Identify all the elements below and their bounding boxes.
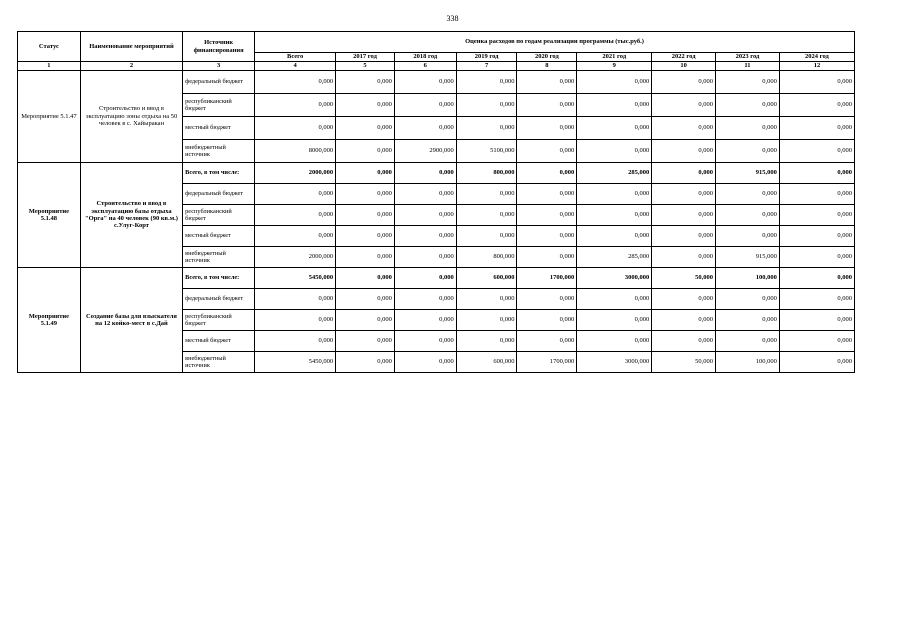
value-cell: 0,000 <box>779 163 854 184</box>
value-cell: 0,000 <box>456 184 517 205</box>
value-cell: 0,000 <box>716 289 780 310</box>
value-cell: 0,000 <box>517 289 577 310</box>
value-cell: 0,000 <box>779 289 854 310</box>
value-cell: 0,000 <box>336 268 395 289</box>
value-cell: 0,000 <box>716 226 780 247</box>
value-cell: 0,000 <box>336 289 395 310</box>
value-cell: 0,000 <box>652 94 716 117</box>
header-col: 2018 год <box>394 53 456 62</box>
value-cell: 0,000 <box>336 163 395 184</box>
value-cell: 5100,000 <box>456 140 517 163</box>
funding-source-cell: республиканский бюджет <box>183 94 255 117</box>
header-col-number: 10 <box>652 62 716 71</box>
value-cell: 0,000 <box>517 310 577 331</box>
value-cell: 0,000 <box>517 140 577 163</box>
activity-name-cell: Создание базы для взыскателя на 12 койко-мест в с.Дай <box>80 268 182 373</box>
value-cell: 0,000 <box>517 94 577 117</box>
value-cell: 0,000 <box>336 184 395 205</box>
header-col: 2023 год <box>716 53 780 62</box>
value-cell: 0,000 <box>577 71 652 94</box>
activity-name-cell: Строительство и ввод в эксплуатацию базы отдыха "Орга" на 40 человек (90 кв.м.) с.Улуг-Корт <box>80 163 182 268</box>
value-cell: 0,000 <box>517 247 577 268</box>
value-cell: 50,000 <box>652 268 716 289</box>
funding-source-cell: внебюджетный источник <box>183 352 255 373</box>
value-cell: 0,000 <box>652 226 716 247</box>
header-col: 2020 год <box>517 53 577 62</box>
table-row <box>18 163 855 184</box>
header-col-number: 1 <box>18 62 81 71</box>
table-row <box>18 71 855 94</box>
value-cell: 3000,000 <box>577 352 652 373</box>
header-status: Статус <box>18 32 81 62</box>
header-col-number: 12 <box>779 62 854 71</box>
value-cell: 0,000 <box>517 184 577 205</box>
header-col: 2017 год <box>336 53 395 62</box>
value-cell: 0,000 <box>577 331 652 352</box>
value-cell: 0,000 <box>255 289 336 310</box>
funding-source-cell: Всего, в том числе: <box>183 163 255 184</box>
value-cell: 0,000 <box>394 205 456 226</box>
value-cell: 0,000 <box>652 163 716 184</box>
value-cell: 0,000 <box>394 247 456 268</box>
value-cell: 0,000 <box>517 71 577 94</box>
header-col-number: 5 <box>336 62 395 71</box>
value-cell: 0,000 <box>394 352 456 373</box>
activity-name-cell: Строительство и ввод в эксплуатацию зоны отдыха на 50 человек в с. Хайыракан <box>80 71 182 163</box>
header-col-number: 2 <box>80 62 182 71</box>
value-cell: 100,000 <box>716 268 780 289</box>
status-cell: Мероприятие 5.1.49 <box>18 268 81 373</box>
funding-source-cell: местный бюджет <box>183 226 255 247</box>
value-cell: 0,000 <box>577 205 652 226</box>
value-cell: 0,000 <box>577 184 652 205</box>
funding-source-cell: внебюджетный источник <box>183 140 255 163</box>
value-cell: 2900,000 <box>394 140 456 163</box>
header-col-number: 4 <box>255 62 336 71</box>
value-cell: 0,000 <box>394 94 456 117</box>
value-cell: 2000,000 <box>255 163 336 184</box>
value-cell: 0,000 <box>716 140 780 163</box>
value-cell: 100,000 <box>716 352 780 373</box>
value-cell: 5450,000 <box>255 352 336 373</box>
value-cell: 0,000 <box>779 226 854 247</box>
value-cell: 0,000 <box>394 268 456 289</box>
funding-source-cell: республиканский бюджет <box>183 205 255 226</box>
value-cell: 285,000 <box>577 163 652 184</box>
value-cell: 915,000 <box>716 247 780 268</box>
value-cell: 0,000 <box>255 117 336 140</box>
status-cell: Мероприятие 5.1.48 <box>18 163 81 268</box>
header-estimate: Оценка расходов по годам реализации программы (тыс.руб.) <box>255 32 855 53</box>
status-cell: Мероприятие 5.1.47 <box>18 71 81 163</box>
value-cell: 0,000 <box>255 71 336 94</box>
funding-source-cell: республиканский бюджет <box>183 310 255 331</box>
value-cell: 0,000 <box>652 289 716 310</box>
value-cell: 0,000 <box>456 310 517 331</box>
value-cell: 50,000 <box>652 352 716 373</box>
value-cell: 0,000 <box>255 94 336 117</box>
value-cell: 0,000 <box>652 205 716 226</box>
header-col-number: 3 <box>183 62 255 71</box>
value-cell: 0,000 <box>779 94 854 117</box>
value-cell: 0,000 <box>716 71 780 94</box>
value-cell: 0,000 <box>517 226 577 247</box>
header-col: 2024 год <box>779 53 854 62</box>
value-cell: 0,000 <box>779 184 854 205</box>
header-col: Всего <box>255 53 336 62</box>
value-cell: 285,000 <box>577 247 652 268</box>
header-name: Наименование мероприятий <box>80 32 182 62</box>
value-cell: 0,000 <box>456 94 517 117</box>
value-cell: 915,000 <box>716 163 780 184</box>
funding-source-cell: внебюджетный источник <box>183 247 255 268</box>
funding-source-cell: федеральный бюджет <box>183 184 255 205</box>
value-cell: 0,000 <box>652 184 716 205</box>
value-cell: 0,000 <box>779 117 854 140</box>
value-cell: 0,000 <box>779 352 854 373</box>
header-col-number: 8 <box>517 62 577 71</box>
value-cell: 0,000 <box>456 117 517 140</box>
value-cell: 0,000 <box>779 140 854 163</box>
value-cell: 0,000 <box>336 331 395 352</box>
value-cell: 0,000 <box>336 205 395 226</box>
value-cell: 0,000 <box>336 140 395 163</box>
value-cell: 2000,000 <box>255 247 336 268</box>
value-cell: 600,000 <box>456 268 517 289</box>
value-cell: 0,000 <box>336 247 395 268</box>
value-cell: 5450,000 <box>255 268 336 289</box>
value-cell: 0,000 <box>456 289 517 310</box>
value-cell: 0,000 <box>394 331 456 352</box>
funding-source-cell: федеральный бюджет <box>183 289 255 310</box>
value-cell: 0,000 <box>716 117 780 140</box>
value-cell: 0,000 <box>779 71 854 94</box>
funding-source-cell: местный бюджет <box>183 117 255 140</box>
value-cell: 0,000 <box>394 117 456 140</box>
value-cell: 0,000 <box>652 247 716 268</box>
value-cell: 0,000 <box>779 268 854 289</box>
value-cell: 0,000 <box>394 226 456 247</box>
value-cell: 0,000 <box>577 289 652 310</box>
funding-source-cell: местный бюджет <box>183 331 255 352</box>
value-cell: 0,000 <box>517 205 577 226</box>
value-cell: 0,000 <box>255 205 336 226</box>
value-cell: 0,000 <box>394 184 456 205</box>
header-source: Источник финансирования <box>183 32 255 62</box>
value-cell: 1700,000 <box>517 268 577 289</box>
value-cell: 0,000 <box>779 331 854 352</box>
value-cell: 0,000 <box>336 117 395 140</box>
value-cell: 0,000 <box>336 226 395 247</box>
value-cell: 0,000 <box>577 140 652 163</box>
page-number: 338 <box>446 14 459 23</box>
value-cell: 0,000 <box>456 205 517 226</box>
value-cell: 0,000 <box>456 331 517 352</box>
value-cell: 0,000 <box>517 117 577 140</box>
value-cell: 0,000 <box>716 94 780 117</box>
value-cell: 0,000 <box>336 310 395 331</box>
value-cell: 800,000 <box>456 247 517 268</box>
value-cell: 0,000 <box>394 71 456 94</box>
value-cell: 0,000 <box>577 94 652 117</box>
value-cell: 0,000 <box>716 310 780 331</box>
value-cell: 0,000 <box>779 247 854 268</box>
value-cell: 0,000 <box>517 331 577 352</box>
funding-source-cell: федеральный бюджет <box>183 71 255 94</box>
value-cell: 0,000 <box>255 331 336 352</box>
value-cell: 0,000 <box>255 226 336 247</box>
value-cell: 8000,000 <box>255 140 336 163</box>
value-cell: 0,000 <box>652 310 716 331</box>
header-col-number: 6 <box>394 62 456 71</box>
value-cell: 0,000 <box>336 94 395 117</box>
table-row <box>18 268 855 289</box>
value-cell: 0,000 <box>336 71 395 94</box>
value-cell: 0,000 <box>716 184 780 205</box>
value-cell: 0,000 <box>716 205 780 226</box>
header-col: 2019 год <box>456 53 517 62</box>
funding-source-cell: Всего, в том числе: <box>183 268 255 289</box>
value-cell: 0,000 <box>255 184 336 205</box>
expense-table <box>17 31 855 373</box>
value-cell: 0,000 <box>577 226 652 247</box>
value-cell: 1700,000 <box>517 352 577 373</box>
value-cell: 0,000 <box>652 71 716 94</box>
header-col-number: 11 <box>716 62 780 71</box>
value-cell: 0,000 <box>517 163 577 184</box>
value-cell: 0,000 <box>577 117 652 140</box>
value-cell: 0,000 <box>456 226 517 247</box>
value-cell: 0,000 <box>779 310 854 331</box>
value-cell: 0,000 <box>652 117 716 140</box>
value-cell: 0,000 <box>652 331 716 352</box>
value-cell: 0,000 <box>652 140 716 163</box>
header-col-number: 9 <box>577 62 652 71</box>
value-cell: 0,000 <box>716 331 780 352</box>
header-col: 2021 год <box>577 53 652 62</box>
value-cell: 0,000 <box>394 289 456 310</box>
header-col: 2022 год <box>652 53 716 62</box>
value-cell: 0,000 <box>779 205 854 226</box>
value-cell: 0,000 <box>255 310 336 331</box>
value-cell: 0,000 <box>394 310 456 331</box>
header-col-number: 7 <box>456 62 517 71</box>
value-cell: 0,000 <box>336 352 395 373</box>
value-cell: 800,000 <box>456 163 517 184</box>
value-cell: 0,000 <box>577 310 652 331</box>
value-cell: 0,000 <box>456 71 517 94</box>
value-cell: 3000,000 <box>577 268 652 289</box>
value-cell: 0,000 <box>394 163 456 184</box>
value-cell: 600,000 <box>456 352 517 373</box>
